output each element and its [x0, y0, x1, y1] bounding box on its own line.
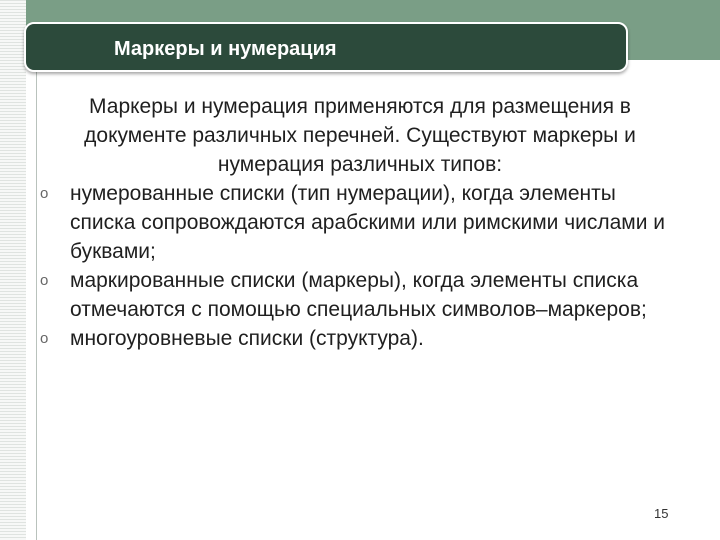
left-divider-line [36, 60, 37, 540]
slide-content [40, 92, 680, 353]
circle-bullet-icon: o [40, 272, 49, 289]
list-item-text: многоуровневые списки (структура). [70, 327, 424, 350]
list-item [40, 266, 680, 324]
title-bar [24, 22, 628, 72]
slide-title: Маркеры и нумерация [114, 38, 337, 60]
list-item [40, 324, 680, 353]
bullet-list [40, 179, 680, 353]
intro-paragraph: Маркеры и нумерация применяются для размещения в документе различных перечней. Существуют маркеры и нумерация различных типов: [84, 95, 636, 176]
left-decorative-stripe [0, 0, 26, 540]
list-item [40, 179, 680, 266]
circle-bullet-icon: o [40, 185, 49, 202]
list-item-text: маркированные списки (маркеры), когда элементы списка отмечаются с помощью специальных символов–маркеров; [70, 269, 647, 321]
page-number: 15 [654, 506, 669, 521]
circle-bullet-icon: o [40, 330, 49, 347]
list-item-text: нумерованные списки (тип нумерации), когда элементы списка сопровождаются арабскими или римскими числами и буквами; [70, 182, 666, 263]
